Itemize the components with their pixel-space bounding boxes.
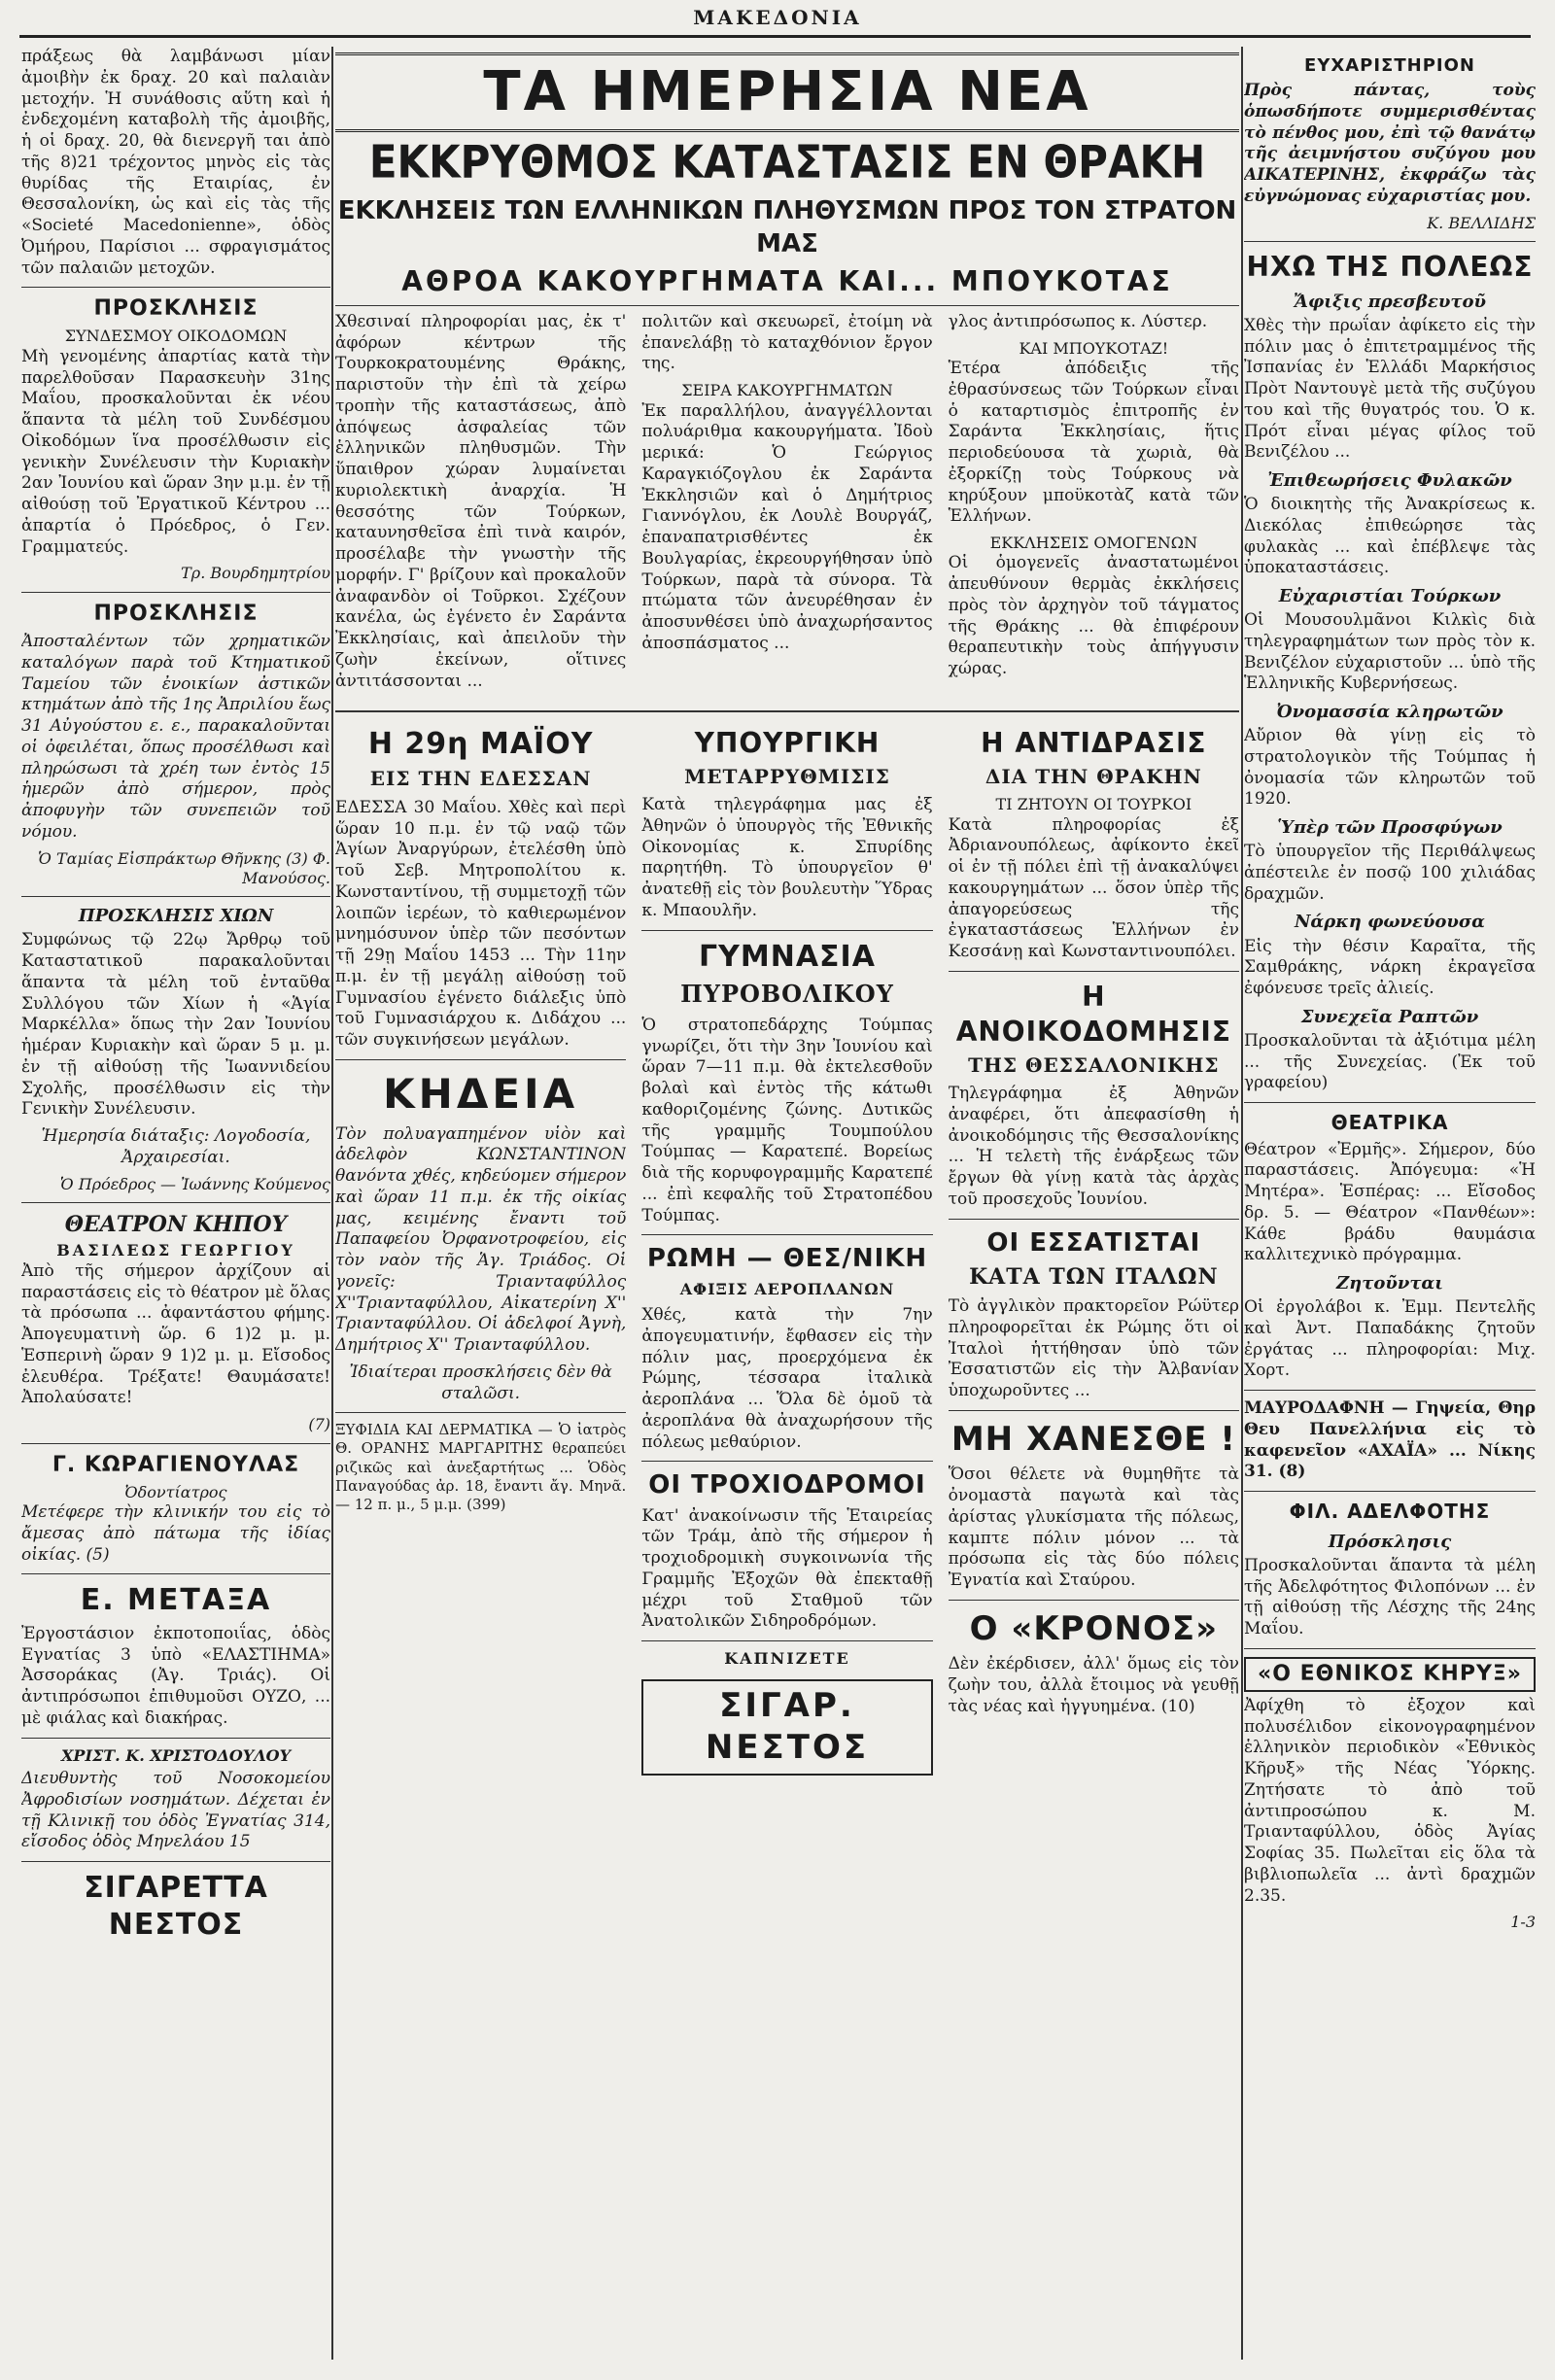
subheadline: ΕΚΚΛΗΣΕΙΣ ΤΩΝ ΕΛΛΗΝΙΚΩΝ ΠΛΗΘΥΣΜΩΝ ΠΡΟΣ ΤΟΝ ΣΤΡΑΤΟΝ ΜΑΣ [337,196,1237,259]
item-heading: Νάρκη φωνεύουσα [1294,912,1486,933]
article-body: Κατὰ πληροφορίας ἐξ Ἀδριανουπόλεως, ἀφίκοντο ἐκεῖ οἱ ἐν τῇ πόλει ἐπὶ τῇ ἀνακαλύψει κακουργημάτων ... ὅσον ὑπὲρ τῆς ἀπαγορεύσεως τῆς ἐγκαταστάσεως Ἑλλήνων ἐν Κεσσάνῃ καὶ Κωνσταντινουπόλει. [948,814,1239,962]
column-left [21,47,330,2360]
section-title: ΠΡΟΣΚΛΗΣΙΣ [93,296,259,322]
section-title: ΘΕΑΤΡΙΚΑ [1330,1111,1449,1135]
divider [21,592,330,593]
article-title: ΚΗΔΕΙΑ [383,1069,579,1118]
article-title: Η ΑΝΤΙΔΡΑΣΙΣ [981,726,1207,759]
ad-label: ΚΑΠΝΙΖΕΤΕ [724,1649,850,1669]
article-body: ΕΔΕΣΣΑ 30 Μαΐου. Χθὲς καὶ περὶ ὥραν 10 π.μ. ἐν τῷ ναῷ τῶν Ἁγίων Ἀναργύρων, ἐτελέσθη ὑπὸ τοῦ Σεβ. Μητροπολίτου κ. Κωνσταντίνου, τῇ συμμετοχῇ τῶν λοιπῶν ἱερέων, τὸ καθιερωμένον μνημόσυνον ὑπὲρ τῶν πεσόντων τῇ 29ῃ Μαΐου 1453 ... Τὴν 11ην π.μ. ἐν τῇ μεγάλῃ αἰθούσῃ τοῦ Γυμνασίου ἐγένετο διάλεξις ὑπὸ τοῦ Γυμνασιάρχου κ. Διδάχου ... τῶν συγκινήσεων μεγάλων. [335,797,627,1051]
item-body: Οἱ ἐργολάβοι κ. Ἐμμ. Πεντελῆς καὶ Ἀντ. Παπαδάκης ζητοῦν ἐργάτας ... πληροφορίαι: Μιχ. Χορτ. [1244,1297,1536,1381]
article-title: Η ΑΝΟΙΚΟΔΟΜΗΣΙΣ [955,980,1231,1048]
divider [641,1234,932,1235]
item-heading: Εὐχαριστίαι Τούρκων [1278,586,1502,607]
article-subtitle: ΔΙΑ ΤΗΝ ΘΡΑΚΗΝ [985,764,1202,788]
lead-story [335,305,1239,701]
section-title: ΠΡΟΣΚΛΗΣΙΣ [93,601,259,626]
divider [949,1600,1239,1601]
divider [641,1640,932,1641]
section-title: ΘΕΑΤΡΟΝ ΚΗΠΟΥ [64,1212,288,1238]
section-title: ΦΙΛ. ΑΔΕΛΦΟΤΗΣ [1289,1500,1491,1524]
top-rule [19,35,1531,38]
story-text: Χθεσιναί πληροφορίαι μας, ἐκ τ' ἀφόρων κέντρων τῆς Τουρκοκρατουμένης Θράκης, παριστοῦν τὴν ἐπὶ τὰ χείρω τροπὴν τῆς καταστάσεως, ἀπὸ ἀπόψεως ἀσφαλείας τῶν ἑλληνικῶν πληθυσμῶν. Τὴν ὕπαιθρον χώραν λυμαίνεται κυριολεκτικὴ ἀναρχία. Ἡ θεσσότης τῶν Τούρκων, καταυνησθεῖσα ἐπὶ τινὰ καιρόν, προσέλαβε τὴν γνωστὴν τῆς μορφήν. Γ' βρίζουν καὶ προκαλοῦν ἀναφανδὸν οἱ Τοῦρκοι. Σχέζουν κανέλα, ὡς ἐγένετο ἐν Σαράντα Ἐκκλησίαις, καὶ ἀπειλοῦν τὴν ζωὴν ἐκείνων, οἵτινες ἀντιτάσσονται ... [335,311,627,691]
article-title: Ο «ΚΡΟΝΟΣ» [969,1608,1219,1648]
story-subhead: ΣΕΙΡΑ ΚΑΚΟΥΡΓΗΜΑΤΩΝ [681,381,893,400]
notice-body: Πρὸς πάντας, τοὺς ὁπωσδήποτε συμμερισθέντας τὸ πένθος μου, ἐπὶ τῷ θανάτῳ τῆς ἀειμνήστου συζύγου μου ΑΙΚΑΤΕΡΙΝΗΣ, ἐκφράζω τὰς εὐγνώμονας εὐχαριστίας μου. [1244,81,1536,206]
main-headline: ΕΚΚΡΥΘΜΟΣ ΚΑΤΑΣΤΑΣΙΣ ΕΝ ΘΡΑΚΗ [368,135,1206,189]
article-body: Ὅσοι θέλετε νὰ θυμηθῆτε τὰ ὀνομαστὰ παγωτὰ καὶ τὰς ἀρίστας γλυκίσματα τῆς πόλεως, καμπτε πόλιν μόνον ... τὰ πρόσωπα εἰς τὰς δύο πόλεις Ἐγνατία καὶ Σταύρου. [948,1465,1239,1591]
signature: Κ. ΒΕΛΛΙΔΗΣ [1427,213,1536,232]
ad-number: (7) [308,1415,330,1434]
article-subtitle: ΕΙΣ ΤΗΝ ΕΔΕΣΣΑΝ [369,767,592,791]
article-title: ΟΙ ΤΡΟΧΙΟΔΡΟΜΟΙ [648,1470,926,1500]
article-body: Τὸν πολυαγαπημένον υἱὸν καὶ ἀδελφὸν ΚΩΝΣΤΑΝΤΙΝΟΝ θανόντα χθές, κηδεύομεν σήμερον καὶ ὥραν 11 π.μ. ἐκ τῆς οἰκίας μας, κειμένης ἔναντι τοῦ Παπαφείου Ὀρφανοτροφείου, εἰς τὸν ναὸν τῆς Ἁγ. Τριάδος. Οἱ γονεῖς: Τριανταφύλλος Χ''Τριανταφύλλου, Αἰκατερίνη Χ'' Τριανταφύλλου. Οἱ ἀδελφοί Ἀγνὴ, Δημήτριος Χ'' Τριανταφύλλου. [335,1123,627,1356]
story-text: Οἱ ὁμογενεῖς ἀναστατωμένοι ἀπευθύνουν θερμὰς ἐκκλήσεις πρὸς τὸν ἀρχηγὸν τοῦ τάγματος τῆς Θράκης ... θὰ ἐπιφέρουν θεραπευτικὴν τοὺς ἀπήγγυσιν χώρας. [948,553,1239,679]
ad-title: Ε. ΜΕΤΑΞΑ [80,1583,272,1618]
divider [949,1410,1239,1411]
small-ad: ΞΥΦΙΔΙΑ ΚΑΙ ΔΕΡΜΑΤΙΚΑ — Ὁ ἰατρὸς Θ. ΟΡΑΝΗΣ ΜΑΡΓΑΡΙΤΗΣ θεραπεύει ριζικῶς καὶ ἀνεξαρτήτως ... Ὁδὸς Παναγούδας ἀρ. 18, ἔναντι ἄγ. Μηνᾶ. — 12 π. μ., 5 μ.μ. (399) [335,1421,627,1514]
divider [1244,1491,1536,1492]
signature: Τρ. Βουρδημητρίου [181,564,330,583]
item-heading: Ἐπιθεωρήσεις Φυλακῶν [1267,470,1512,492]
ad-number: 1-3 [1510,1913,1536,1932]
article-title: ΥΠΟΥΡΓΙΚΗ [694,726,881,759]
article-kicker: ΤΙ ΖΗΤΟΥΝ ΟΙ ΤΟΥΡΚΟΙ [995,795,1192,814]
article-subtitle: ΤΗΣ ΘΕΣΣΑΛΟΝΙΚΗΣ [968,1052,1220,1077]
column-center [335,47,1239,2360]
divider [21,1861,330,1862]
item-heading: Ἄφιξις πρεσβευτοῦ [1294,291,1486,312]
column-divider [331,47,333,2360]
item-body: Αὔριον θὰ γίνῃ εἰς τὸ στρατολογικὸν τῆς Τούμπας ἡ ὀνομασία τῶν κληρωτῶν τοῦ 1920. [1244,726,1536,810]
article-subtitle: ΚΑΤΑ ΤΩΝ ΙΤΑΛΩΝ [969,1263,1219,1290]
item-body: Θέατρον «Ἐρμῆς». Σήμερον, δύο παραστάσεις. Ἀπόγευμα: «Ἡ Μητέρα». Ἑσπέρας: ... Εἴσοδος δρ. 5. — Θέατρον «Πανθέων»: Κάθε βράδυ θαυμάσια καλλιτεχνικὸ πρόγραμμα. [1244,1139,1536,1265]
ad-body: Μετέφερε τὴν κλινικήν του εἰς τὸ ἄμεσας ἀπὸ πάτωμα τῆς ἰδίας οἰκίας. (5) [21,1502,330,1565]
item-body: Χθὲς τὴν πρωΐαν ἀφίκετο εἰς τὴν πόλιν μας ὁ ἐπιτετραμμένος τῆς Ἰσπανίας ἐν Ἑλλάδι Μαρκήσιος Πρὸτ Ναντουγὲ μετὰ τῆς συζύγου του καὶ τῆς θυγατρός του. Ὁ κ. Πρότ εἶναι μέγας φίλος τοῦ Βενιζέλου ... [1244,315,1536,463]
article-body: Κατὰ τηλεγράφημα μας ἐξ Ἀθηνῶν ὁ ὑπουργὸς τῆς Ἐθνικῆς Οἰκονομίας κ. Σπυρίδης παρητήθη. Τὸ ὑπουργεῖον θ' ἀνατεθῇ εἰς τὸν βουλευτὴν Ὕδρας κ. Μπαουλῆν. [641,795,933,920]
story-text: Ἐκ παραλλήλου, ἀναγγέλλονται πολυάριθμα κακουργήματα. Ἰδοὺ μερικά: Ὁ Γεώργιος Καραγκιόζογλου ἐκ Σαράντα Ἐκκλησιῶν καὶ ὁ Δημήτριος Γιαννόγλου, ἐκ Λουλὲ Βουργάζ, ἐπαναπατρισθέντες ἐκ Βουλγαρίας, ἐκρεουργήθησαν ὑπὸ Τούρκων, παρὰ τὰ σύνορα. Τὰ πτώματα τῶν ἀνευρέθησαν ἐν ἀποσυνθέσει ὑπὸ ἀναχωρήσαντος ἀποσπάσματος ... [641,400,933,653]
article-body: Χθές, κατὰ τὴν 7ην ἀπογευματινήν, ἔφθασεν εἰς τὴν πόλιν μας, προερχόμενα ἐκ Ρώμης, τέσσαρα ἰταλικὰ ἀεροπλάνα ... Ὅλα δὲ ὁμοῦ τὰ ἀεροπλάνα θὰ ἀναχωρήσουν τῆς πόλεως μεθαύριον. [641,1305,933,1452]
ad-title: ΣΙΓΑΡΕΤΤΑ ΝΕΣΤΟΣ [84,1871,268,1943]
item-body: Προσκαλοῦνται τὰ ἀξιότιμα μέλη ... τῆς Συνεχείας. (Ἐκ τοῦ γραφείου) [1244,1030,1536,1093]
divider [641,930,932,931]
article-note: Ἰδιαίτεραι προσκλήσεις δὲν θὰ σταλῶσι. [349,1362,612,1403]
divider [21,1573,330,1574]
small-ad: ΜΑΥΡΟΔΑΦΝΗ — Γηψεία, Θηρ Θευ Πανελλήνια εἰς τὸ καφενεῖον «ΑΧΑΪΑ» ... Νίκης 31. (8) [1244,1398,1536,1482]
column-right [1244,47,1536,2360]
item-heading: Συνεχεῖα Ραπτῶν [1300,1006,1479,1027]
ad-title: Γ. ΚΩΡΑΓΙΕΝΟΥΛΑΣ [52,1452,300,1477]
section-body: Ἀποσταλέντων τῶν χρηματικῶν καταλόγων παρὰ τοῦ Κτηματικοῦ Ταμείου τῶν ἐνοικίων ἀστικῶν κτημάτων ἀπὸ τῆς 1ης Ἀπριλίου ἕως 31 Αὐγούστου ε. ε., παρακαλοῦνται οἱ ὀφειλέται, ὅπως προσέλθωσι καὶ πληρώσωσι τὰ χρέη των ἐντὸς 15 ἡμερῶν ἀπὸ σήμερον, πρὸς ἀποφυγὴν τῶν συνεπειῶν τοῦ νόμου. [21,632,330,842]
divider [21,896,330,897]
lower-columns [335,710,1239,2147]
article-body: Κατ' ἀνακοίνωσιν τῆς Ἑταιρείας τῶν Τράμ, ἀπὸ τῆς σήμερον ἡ τροχιοδρομικὴ συγκοινωνία τῆς Γραμμῆς Ἐξοχῶν θὰ ἐπεκταθῇ μέχρι τοῦ Σταθμοῦ τῶν Ἀνατολικῶν Σιδηροδρόμων. [641,1505,933,1632]
article-title: ΜΗ ΧΑΝΕΣΘΕ ! [950,1419,1236,1459]
section-subtitle: ΒΑΣΙΛΕΩΣ ΓΕΩΡΓΙΟΥ [56,1241,295,1260]
article-title: ΓΥΜΝΑΣΙΑ [699,939,876,974]
story-text: γλος ἀντιπρόσωπος κ. Λύστερ. [948,311,1208,331]
article-body: Τηλεγράφημα ἐξ Ἀθηνῶν ἀναφέρει, ὅτι ἀπεφασίσθη ἡ ἀνοικοδόμησις τῆς Θεσσαλονίκης ... Ἡ τελετὴ τῆς ἐνάρξεως τῶν ἔργων θὰ γίνῃ κατὰ τὰς ἀρχὰς τοῦ προσεχοῦς Ἰουνίου. [948,1084,1239,1209]
section-title: ΠΡΟΣΚΛΗΣΙΣ ΧΙΩΝ [78,906,274,927]
article-title: Η 29η ΜΑΪΟΥ [367,726,594,761]
news-column [949,718,1239,2147]
story-subhead: ΚΑΙ ΜΠΟΥΚΟΤΑΖ! [1019,338,1169,358]
news-column [335,718,626,2147]
item-heading: Ζητοῦνται [1336,1273,1443,1294]
section-brand: ΤΑ ΗΜΕΡΗΣΙΑ ΝΕΑ [335,52,1239,132]
article-subtitle: ΑΦΙΞΙΣ ΑΕΡΟΠΛΑΝΩΝ [679,1279,895,1298]
story-text: πολιτῶν καὶ σκευωρεῖ, ἐτοίμη νὰ ἐπανελάβῃ τὸ καταχθόνιον ἔργον της. [641,311,933,374]
section-body: Συμφώνως τῷ 22ῳ Ἄρθρῳ τοῦ Καταστατικοῦ παρακαλοῦνται ἅπαντα τὰ μέλη τοῦ ἐνταῦθα Συλλόγου τῶν Χίων ἡ «Ἁγία Μαρκέλλα» ὅπως τὴν 2αν Ἰουνίου ἡμέραν Κυριακὴν καὶ ὥραν 5 μ. μ. ἐν τῇ αἰθούσῃ τῆς Ἰωαννιδείου Σχολῆς, προσέλθωσιν εἰς τὴν Γενικὴν Συνέλευσιν. [21,930,330,1120]
divider [949,971,1239,972]
ad-subtitle: Ὀδοντίατρος [124,1482,227,1501]
divider [1244,241,1536,242]
item-body: Τὸ ὑπουργεῖον τῆς Περιθάλψεως ἀπέστειλε ἐν ποσῷ 100 χιλιάδας δραχμῶν. [1244,842,1536,904]
divider [21,287,330,288]
story-text: Ἑτέρα ἀπόδειξις τῆς ἐθρασύνσεως τῶν Τούρκων εἶναι ὁ καταρτισμὸς ἐπιτροπῆς ἐν Σαράντα Ἐκκλησίαις, ἥτις περιοδεύουσα τὰ χωριὰ, θὰ ἐξορκίζῃ τοὺς Τούρκους νὰ κηρύξουν μποϋκοτὰζ κατὰ τῶν Ἑλλήνων. [948,359,1239,527]
news-column [641,718,932,2147]
item-body: Προσκαλοῦνται ἅπαντα τὰ μέλη τῆς Ἀδελφότητος Φιλοπόνων ... ἐν τῇ αἰθούσῃ τῆς Λέσχης τῆς 24ης Μαΐου. [1244,1555,1536,1639]
story-column [335,312,626,701]
divider [1244,1102,1536,1103]
item-heading: Ὑπὲρ τῶν Προσφύγων [1277,817,1503,839]
item-body: Ὁ διοικητὴς τῆς Ἀνακρίσεως κ. Διεκόλας ἐπιθεώρησε τὰς φυλακὰς ... καὶ ἐπέβλεψε τὰς ὑποκαταστάσεις. [1244,495,1536,578]
article-subtitle: ΜΕΤΑΡΡΥΘΜΙΣΙΣ [684,764,890,788]
subheadline: ΑΘΡΟΑ ΚΑΚΟΥΡΓΗΜΑΤΑ ΚΑΙ... ΜΠΟΥΚΟΤΑΣ [401,264,1173,297]
section-body: Μὴ γενομένης ἀπαρτίας κατὰ τὴν παρελθοῦσαν Παρασκευὴν 31ης Μαΐου, προσκαλοῦνται ἐκ νέου ἅπαντα τὰ μέλη τοῦ Συνδέσμου Οἰκοδόμων ἵνα προσέλθωσιν εἰς γενικὴν Συνέλευσιν τὴν Κυριακὴν 2αν Ἰουνίου καὶ ὥραν 3ην μ.μ. ἐν τῇ αἰθούσῃ τοῦ Ἐργατικοῦ Κέντρου ... ἀπαρτία ὁ Πρόεδρος, ὁ Γεν. Γραμματεύς. [21,346,330,557]
column-divider [1241,47,1243,2360]
ad-title: «Ο ΕΘΝΙΚΟΣ ΚΗΡΥΞ» [1244,1657,1536,1692]
divider [949,1219,1239,1220]
article-subtitle: ΠΥΡΟΒΟΛΙΚΟΥ [680,980,894,1009]
story-subhead: ΕΚΚΛΗΣΕΙΣ ΟΜΟΓΕΝΩΝ [989,534,1198,552]
section-body: Ἀπὸ τῆς σήμερον ἀρχίζουν αἱ παραστάσεις εἰς τὸ θέατρον μὲ ὅλας τὰ πρόσωπα ... ἀφαντάστου φήμης. Ἀπογευματινὴ ὥρ. 6 1)2 μ. μ. Ἑσπερινὴ ὥραν 9 1)2 μ. μ. Εἴσοδος ἐλευθέρα. Τρέξατε! Θαυμάσατε! Ἀπολαύσατε! [21,1260,330,1408]
item-heading: Ὀνομασσία κληρωτῶν [1276,702,1503,723]
divider [21,1202,330,1203]
article-body: Δὲν ἐκέρδισεν, ἀλλ' ὅμως εἰς τὸν ζωὴν του, ἀλλὰ ἔτοιμος νὰ γευθῇ τὰς νέας καὶ ἡγγυημένα. (10) [948,1654,1239,1716]
divider [335,1412,626,1413]
ad-title: ΧΡΙΣΤ. Κ. ΧΡΙΣΤΟΔΟΥΛΟΥ [61,1745,291,1765]
signature: Ὁ Ταμίας Εἰσπράκτωρ Θῆνκης (3) Φ. Μανούσος. [38,848,330,887]
divider [641,1461,932,1462]
story-column [949,312,1239,701]
divider [21,1443,330,1444]
article-body: Ὁ στρατοπεδάρχης Τούμπας γνωρίζει, ὅτι τὴν 3ην Ἰουνίου καὶ ὥραν 7—11 π.μ. θὰ ἐκτελεσθοῦν βολαὶ καὶ ἐντὸς τῆς κάτωθι καθοριζομένης ζώνης. Δυτικῶς τῆς γραμμῆς Τουμπούλου Τούμπας — Καρατεπέ. Βορείως διὰ τῆς κορυφογραμμῆς Καρατεπέ ... ἐπὶ κεφαλῆς τοῦ Στρατοπέδου Τούμπας. [641,1015,933,1225]
signature: Ὁ Πρόεδρος — Ἰωάννης Κούμενος [59,1174,330,1193]
ad-body: Διευθυντὴς τοῦ Νοσοκομείου Ἀφροδισίων νοσημάτων. Δέχεται ἐν τῇ Κλινικῇ του ὁδὸς Ἐγνατίας 314, εἴσοδος ὁδὸς Μηνελάου 15 [21,1769,330,1852]
article-body: Τὸ ἀγγλικὸν πρακτορεῖον Ρώϋτερ πληροφορεῖται ἐκ Ρώμης ὅτι οἱ Ἰταλοὶ ἡττήθησαν ὑπὸ τῶν Ἐσσατιστῶν εἰς τὴν Ἀλβανίαν ὑποχωροῦντες ... [948,1296,1239,1401]
story-column [641,312,932,701]
article-title: ΡΩΜΗ — ΘΕΣ/ΝΙΚΗ [646,1244,928,1274]
lead-text: πράξεως θὰ λαμβάνωσι μίαν ἀμοιβὴν ἐκ δραχ. 20 καὶ παλαιὰν μετοχήν. Ἡ συνάθοσις αὕτη καὶ ἡ ἐνδεχομένη καταβολὴ τῆς ἀμοιβῆς, ἡ οἱ δραχ. 20, θὰ διενεργῆ ται ἀπὸ τῆς 8)21 τρέχοντος μηνὸς εἰς τὰς θυρίδας τῆς Εταιρίας, ἐν Θεσσαλονίκη, ὡς καὶ εἰς τὰς τῆς «Societé Macedonienne», ὁδὸς Ὀμήρου, Παρίσιοι ... σφραγισμάτος τῶν παλαιῶν μετοχῶν. [21,47,330,278]
column-title: ΗΧΩ ΤΗΣ ΠΟΛΕΩΣ [1246,251,1534,283]
ad-body: Ἀφίχθη τὸ ἐξοχον καὶ πολυσέλιδον εἰκονογραφημένον ἑλληνικὸν περιοδικὸν «Ἐθνικὸς Κῆρυξ» τῆς Νέας Ὑόρκης. Ζητήσατε τὸ ἀπὸ τοῦ ἀντιπροσώπου κ. Μ. Τριανταφύλλου, ὁδὸς Ἀγίας Σοφίας 35. Πωλεῖται εἰς ὅλα τὰ βιβλιοπωλεῖα ... ἀντὶ δραχμῶν 2.35. [1244,1695,1536,1906]
item-heading: Πρόσκλησις [1328,1531,1452,1552]
notice-title: ΕΥΧΑΡΙΣΤΗΡΙΟΝ [1304,55,1475,76]
paper-name: ΜΑΚΕΔΟΝΙΑ [693,6,862,29]
item-body: Οἱ Μουσουλμᾶνοι Κιλκὶς διὰ τηλεγραφημάτων των πρὸς τὸν κ. Βενιζέλον εὐχαριστοῦν ... ὑπὸ τῆς Ἑλληνικῆς Κυβερνήσεως. [1244,610,1536,694]
agenda: Ἡμερησία διάταξις: Λογοδοσία, Ἀρχαιρεσίαι. [41,1126,311,1167]
item-body: Εἰς τὴν θέσιν Καραῖτα, τῆς Σαμθράκης, νάρκη ἐκραγεῖσα ἐφόνευσε τρεῖς ἀλιείς. [1244,936,1536,999]
divider [335,1059,626,1060]
divider [1244,1390,1536,1391]
ad-body: Ἐργοστάσιον ἐκποτοποιΐας, ὁδὸς Εγνατίας 3 ὑπὸ «ΕΛΑΣΤΙΗΜΑ» Ἀσσοράκας (Ἀγ. Τριάς). Οἱ ἀντιπρόσωποι ἐπιθυμοῦσι ΟΥΖΟ, ... μὲ φιάλας καὶ διακήρας. [21,1623,330,1728]
article-title: ΟΙ ΕΣΣΑΤΙΣΤΑΙ [986,1227,1201,1258]
divider [21,1738,330,1739]
cigarette-ad: ΣΙΓΑΡ. ΝΕΣΤΟΣ [641,1679,932,1776]
section-subtitle: ΣΥΝΔΕΣΜΟΥ ΟΙΚΟΔΟΜΩΝ [64,327,288,346]
divider [1244,1648,1536,1649]
